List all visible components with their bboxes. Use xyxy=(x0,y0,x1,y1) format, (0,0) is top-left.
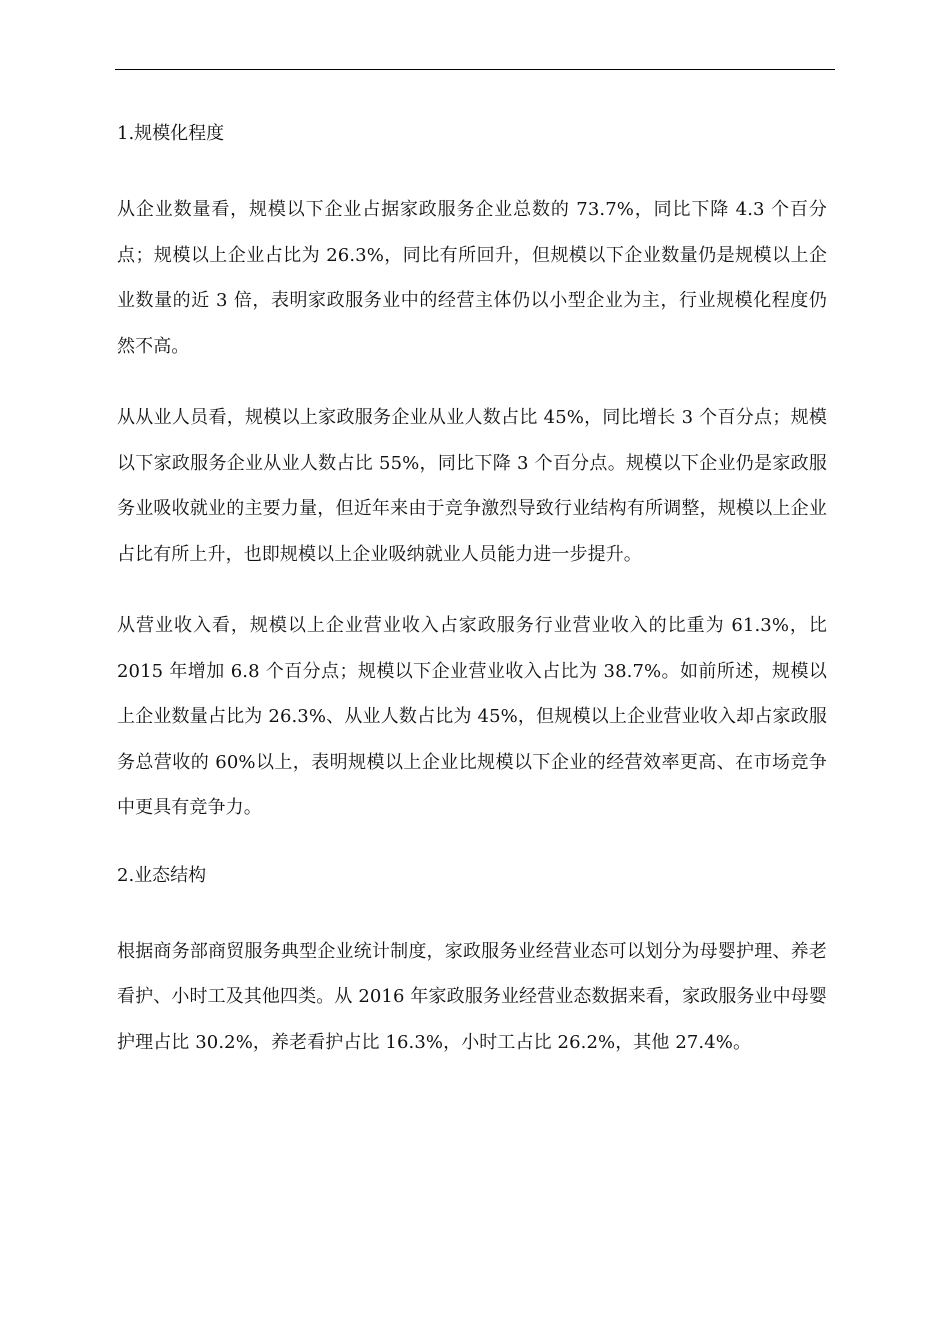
paragraph-business-types: 根据商务部商贸服务典型企业统计制度，家政服务业经营业态可以划分为母婴护理、养老看护、小时工及其他四类。从 2016 年家政服务业经营业态数据来看，家政服务业中母婴护理占比 30.2%，养老看护占比 16.3%，小时工占比 26.2%，其他 27.4%。 xyxy=(117,940,827,1053)
document-body xyxy=(117,115,827,1091)
paragraph-revenue: 从营业收入看，规模以上企业营业收入占家政服务行业营业收入的比重为 61.3%，比 2015 年增加 6.8 个百分点；规模以下企业营业收入占比为 38.7%。如前所述，规模以上企业数量占比为 26.3%、从业人数占比为 45%，但规模以上企业营业收入却占家政服务总营收的 60%以上，表明规模以上企业比规模以下企业的经营效率更高、在市场竞争中更具有竞争力。 xyxy=(117,615,827,818)
section-heading-scale: 1.规模化程度 xyxy=(117,123,225,144)
paragraph-enterprise-count: 从企业数量看，规模以下企业占据家政服务企业总数的 73.7%，同比下降 4.3 个百分点；规模以上企业占比为 26.3%，同比有所回升，但规模以下企业数量仍是规模以上企业数量的近 3 倍，表明家政服务业中的经营主体仍以小型企业为主，行业规模化程度仍然不高。 xyxy=(117,199,827,357)
section-heading-business-structure: 2.业态结构 xyxy=(117,864,207,886)
header-rule xyxy=(115,69,835,70)
paragraph-employees: 从从业人员看，规模以上家政服务企业从业人数占比 45%，同比增长 3 个百分点；规模以下家政服务企业从业人数占比 55%，同比下降 3 个百分点。规模以下企业仍是家政服务业吸收就业的主要力量，但近年来由于竞争激烈导致行业结构有所调整，规模以上企业占比有所上升，也即规模以上企业吸纳就业人员能力进一步提升。 xyxy=(117,407,827,565)
